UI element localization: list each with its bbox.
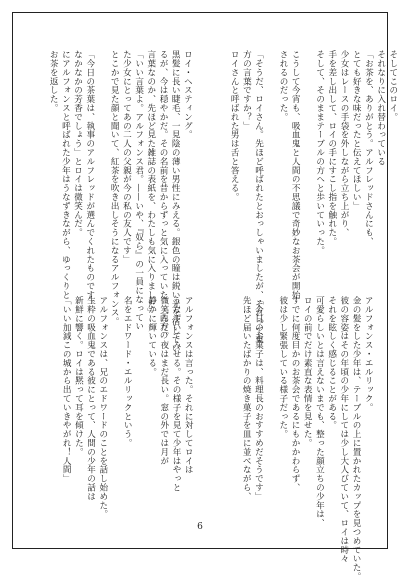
text-block-top-left: ロイ・ヘスティング。 黒髪に長い睫毛、一見陰の薄い男性にみえる。銀色の瞳は鋭い光を宿してい るが、今は穏やかだ。その名前を昔からずっと気に入っていた。「西方の 言葉なのか、先ほど見た雑誌の表紙を、わたしも気に入りました」 「いい言葉よ。アルフォンス君。——いや、『奴ら』の一員になってい た少女にとってあの二人の父親が今の私の友人です」 とこかで見た顔と聞いて、紅茶を吹き出しそうになるアルフォンス。 「今日の茶葉は、執事のアルフレッドが選んでくれたものです。 なかなかの芳香でしょう」とロイは微笑んだ。 にアルフォンスと呼ばれた少年はうなずきながら、ゆっくりと お茶を返した。 xyxy=(48,50,193,353)
text-block-bottom-left: アルフォンスは言った。それに対してロイは うなずいてみせる。その様子を見て少年はやっと 微笑んだ。夜はまだ長い。窓の外では月が 静かに輝いている。 名をエドワード・エルリックという。 アルフォンスは、兄のエドワードのことを話し始めた。 生粋の吸血鬼である彼にとって、人間の少年の話は 新鮮に響く。ロイは黙って耳を傾けた。 「いい加減この城から出ていきやがれ！人間」 xyxy=(61,296,194,519)
text-block-bottom-right: アルフォンス・エルリック。 金の髪をした少年は、テーブルの上に置かれたカップを見つめていた。 彼の容姿はその年頃の少年にしては少し大人びていて、ロイは時々 それを眩しく感じることがある。 可愛らしいとは言えないまでも、整った顔立ちの少年は、 ロイの前でだけ素直な表情を見せた。 すでに何度目かのお茶会であるにもかかわらず、 彼は少し緊張している様子だった。 「今日のお菓子は、料理長のおすすめだそうです」 先ほど届いたばかりの焼き菓子を皿に並べながら、 xyxy=(241,296,374,581)
text-block-top-right: そしてこのロイ。 それなりに入れ替わっている 「お茶を、ありがとう。アルフレッドさんにも、 とても好きな味だったと伝えてほしい」 少女はレースの手袋を外しながら立ち上がり、 手を差し出して、ロイの手にすこし指を触れた。 そして、そのままテーブルの方へと歩いていった。 こうして今宵も、吸血鬼と人間の不思議で奇妙なお茶会が開始 されるのだった。 「そうだ、ロイさん。先ほど呼ばれたとおっしゃいましたが、それって東 方の言葉ですか？」 ロイさんと呼ばれた男は舌と答える。 xyxy=(229,50,398,344)
page-number: 6 xyxy=(197,522,203,532)
